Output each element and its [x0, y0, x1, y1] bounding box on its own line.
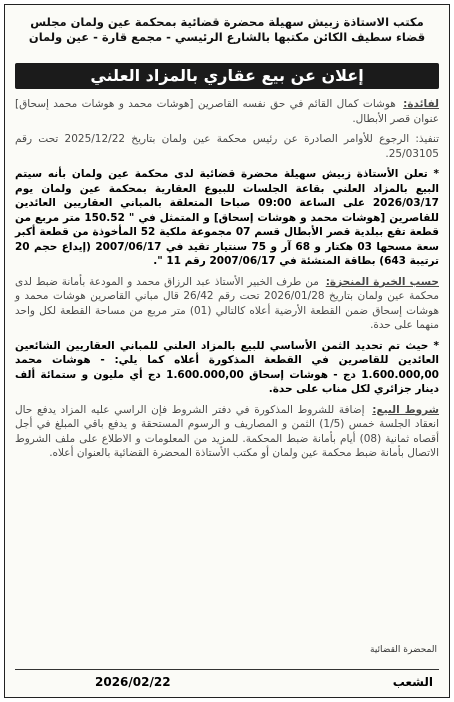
terms-paragraph: [15, 403, 439, 461]
notice-body: [15, 97, 439, 657]
beneficiary-text: هوشات كمال القائم في حق نفسه القاصرين [هوشات محمد و هوشات محمد إسحاق] عنوان قصر الأبطال.: [15, 98, 439, 125]
header-line-2: قضاء سطيف الكائن مكتبها بالشارع الرئيسي - مجمع قارة - عين ولمان: [28, 30, 426, 44]
notice-title: إعلان عن بيع عقاري بالمزاد العلني: [15, 63, 439, 89]
execution-text: تنفيذ: الرجوع للأوامر الصادرة عن رئيس محكمة عين ولمان بتاريخ 2025/12/22 تحت رقم 25/03105.: [15, 133, 440, 160]
price-prefix: * حيث تم تحديد الثمن الأساسي للبيع بالمزاد العلني للمباني العقاريين الشائعين العائدين للقاصرين في القطعة المذكورة أعلاه كما يلي: - هوشات: [15, 339, 439, 366]
terms-label: شروط البيع:: [372, 403, 439, 416]
price-text: محمد 1.600.000,00 دج - هوشات إسحاق 1.600.000,00 دج أي مليون و ستمائة ألف دينار جزائري لكل مناب على حدة.: [15, 354, 439, 395]
publication-date: 2026/02/22: [95, 675, 171, 689]
sale-notice-paragraph: [15, 167, 439, 269]
expertise-paragraph: [15, 275, 439, 333]
signature-text: المحضرة القضائية: [370, 645, 437, 655]
sale-notice-prefix: * تعلن الأستاذة زبيش سهيلة محضرة قضائية لدى محكمة عين ولمان بأنه: [47, 168, 439, 180]
terms-text: إضافة للشروط المذكورة في دفتر الشروط فإن الراسي عليه المزاد يدفع حال انعقاد الجلسة خمس (1/5) الثمن و المصاريف و الرسوم المستحقة و يدفع باقي المبلغ في أجل أقصاه ثمانية (08) أيام بأمانة ضبط المحكمة. للمزيد من المعلومات و الاطلاع على ملف الشروط الاتصال بأمانة ضبط محكمة عين ولمان أو مكتب الأستاذة المحضرة القضائية بالعنوان أعلاه.: [15, 403, 440, 459]
beneficiary-label: لفائدة:: [403, 98, 439, 110]
beneficiary-paragraph: [15, 97, 439, 126]
publication-footer: [15, 669, 439, 694]
office-header: [13, 15, 441, 61]
newspaper-clipping: [4, 4, 450, 698]
publication-name: الشعب: [392, 675, 433, 689]
header-line-1: مكتب الاستاذة زبيش سهيلة محضرة قضائية بمحكمة عين ولمان مجلس: [30, 15, 424, 29]
execution-paragraph: [15, 132, 439, 161]
expertise-label: حسب الخبرة المنجزة:: [325, 275, 439, 288]
price-paragraph: [15, 339, 439, 397]
sale-notice-text: سيتم البيع بالمزاد العلني بقاعة الجلسات للبيوع العقارية بمحكمة عين ولمان يوم 2026/03/17 على الساعة 09:00 صباحا المتعلقة بالمباني العقاريين العائدين للقاصرين [هوشات محمد و هوشات إسحاق] و المتمثل في " 150.52 متر مربع من قطعة تقع ببلدية قصر الأبطال قسم 07 مجموعة ملكية 52 المأخوذة من قطعة أكبر سعة مسحها 03 هكتار و 68 آر و 75 سنتيار تقيد في 2007/06/17 (إيداع حجم 20 ترتيبة 643) بطاقة المنشئة في 2007/06/17 رقم 11 ".: [15, 168, 440, 267]
expertise-text: من طرف الخبير الأستاذ عبد الرزاق محمد و المودعة بأمانة ضبط لدى محكمة عين ولمان بتاريخ 2026/01/28 تحت رقم 26/42 قال مباني القاصرين هوشات محمد و هوشات إسحاق ضمن القطعة الأرضية أعلاه كالتالي (01) متر مربع من مساحة القطعة لكل واحد منهما على حدة.: [15, 275, 440, 331]
